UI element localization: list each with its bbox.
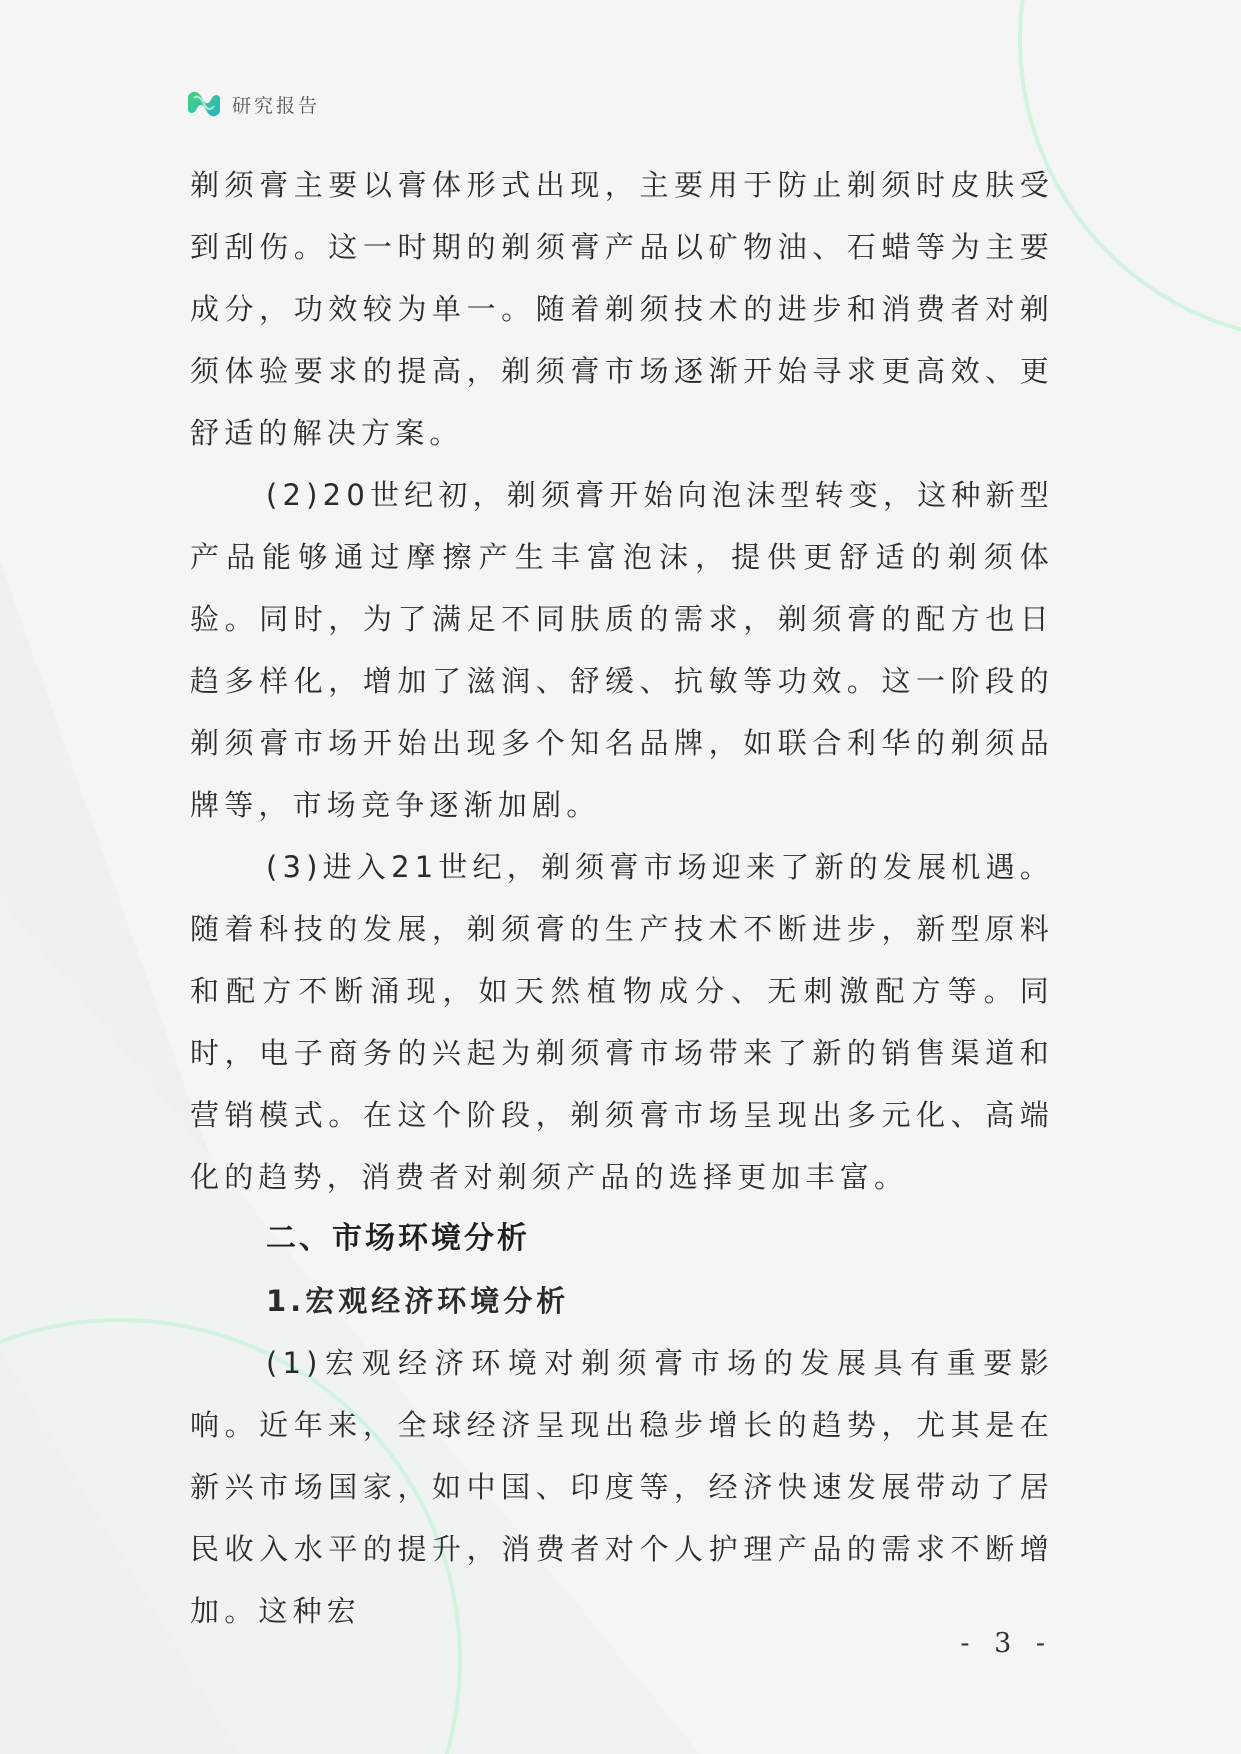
brand-logo-icon: [186, 88, 222, 120]
paragraph-1: 剃须膏主要以膏体形式出现，主要用于防止剃须时皮肤受到刮伤。这一时期的剃须膏产品以矿物油、石蜡等为主要成分，功效较为单一。随着剃须技术的进步和消费者对剃须体验要求的提高，剃须膏市场逐渐开始寻求更高效、更舒适的解决方案。: [190, 168, 1054, 450]
page-header: [186, 88, 320, 120]
document-body: [190, 154, 1054, 1642]
paragraph-4: (1)宏观经济环境对剃须膏市场的发展具有重要影响。近年来，全球经济呈现出稳步增长的趋势，尤其是在新兴市场国家，如中国、印度等，经济快速发展带动了居民收入水平的提升，消费者对个人护理产品的需求不断增加。这种宏: [190, 1346, 1054, 1628]
paragraph-2: (2)20世纪初，剃须膏开始向泡沫型转变，这种新型产品能够通过摩擦产生丰富泡沫，提供更舒适的剃须体验。同时，为了满足不同肤质的需求，剃须膏的配方也日趋多样化，增加了滋润、舒缓、抗敏等功效。这一阶段的剃须膏市场开始出现多个知名品牌，如联合利华的剃须品牌等，市场竞争逐渐加剧。: [190, 478, 1054, 822]
page-number: - 3 -: [960, 1628, 1053, 1659]
header-title: 研究报告: [232, 94, 321, 117]
subsection-heading: 1.宏观经济环境分析: [266, 1284, 570, 1318]
paragraph-3: (3)进入21世纪，剃须膏市场迎来了新的发展机遇。随着科技的发展，剃须膏的生产技术不断进步，新型原料和配方不断涌现，如天然植物成分、无刺激配方等。同时，电子商务的兴起为剃须膏市场带来了新的销售渠道和营销模式。在这个阶段，剃须膏市场呈现出多元化、高端化的趋势，消费者对剃须产品的选择更加丰富。: [190, 850, 1054, 1194]
section-heading: 二、市场环境分析: [266, 1221, 530, 1256]
